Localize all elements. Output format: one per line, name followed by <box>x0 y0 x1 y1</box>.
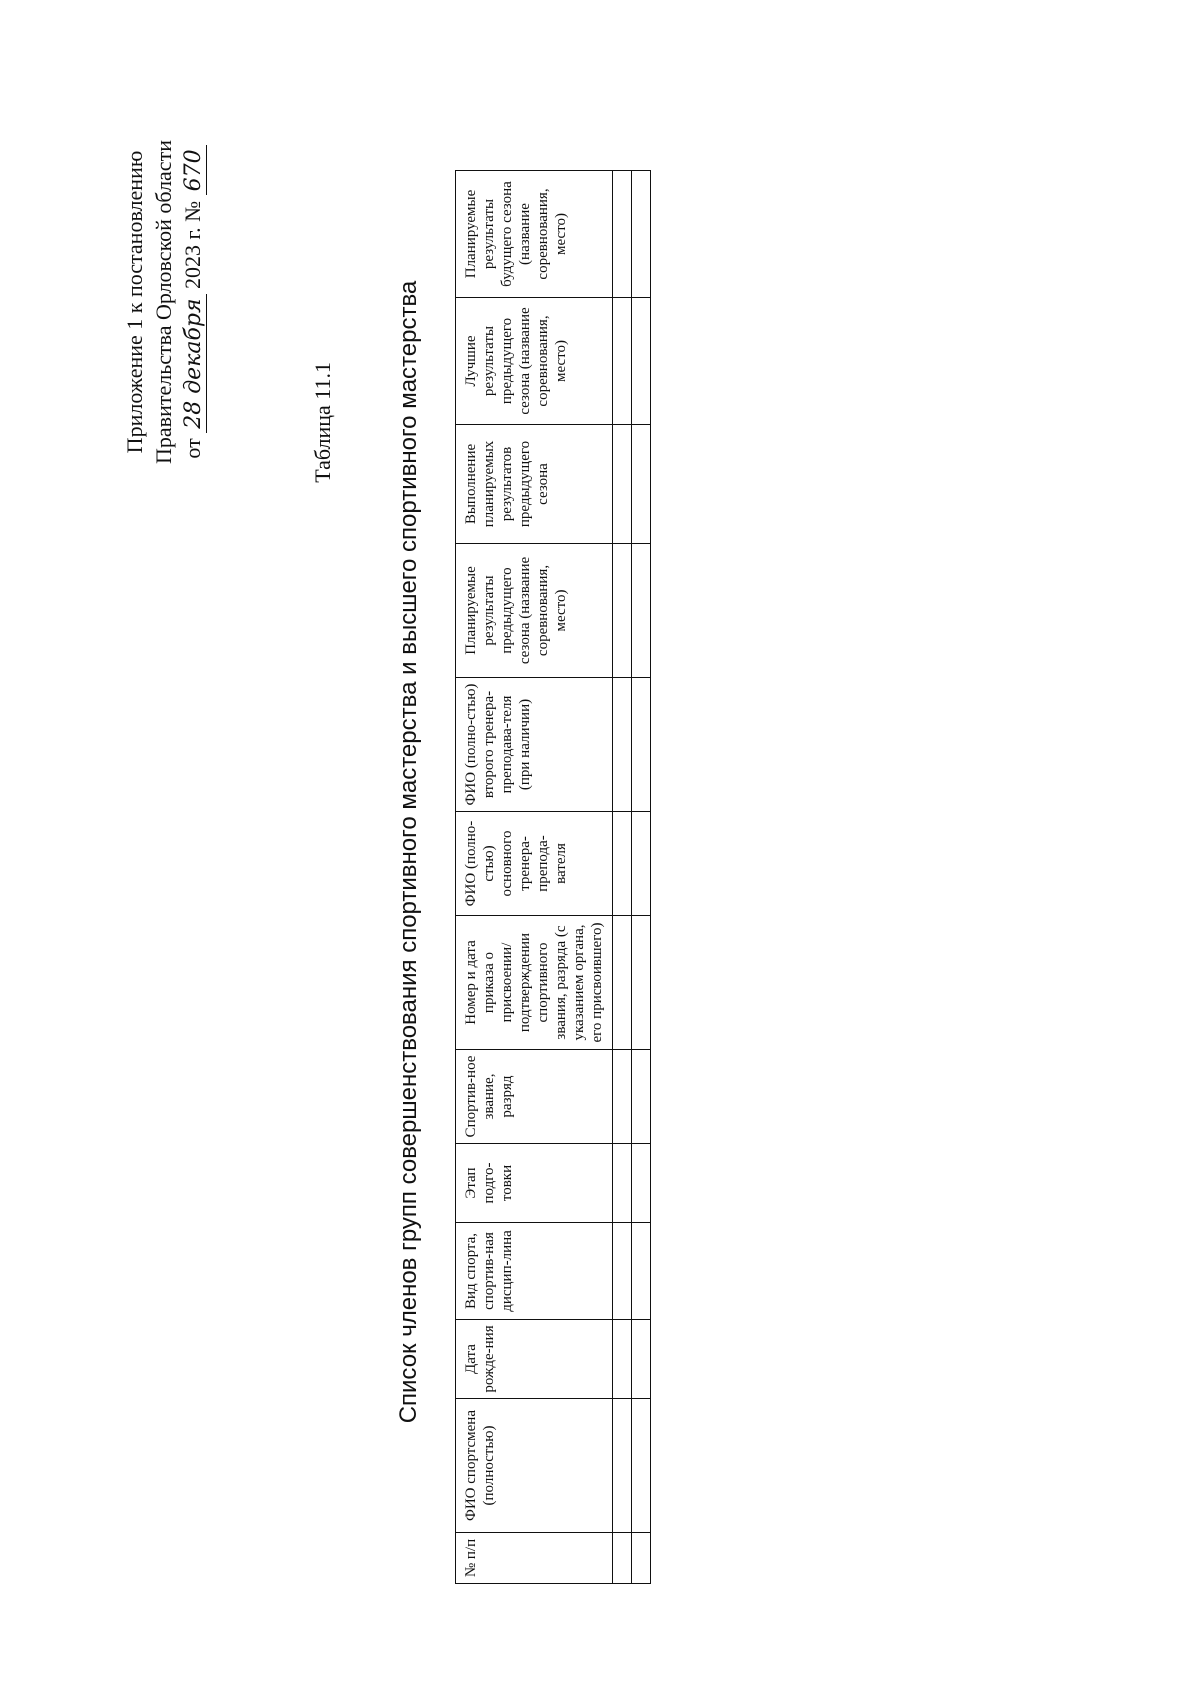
col-header: Вид спорта, спортив-ная дисцип-лина <box>456 1222 613 1319</box>
table-cell <box>613 297 632 424</box>
table-cell <box>632 1222 651 1319</box>
table-cell <box>632 543 651 677</box>
table-cell <box>613 1049 632 1143</box>
col-header: Спортив-ное звание, разряд <box>456 1049 613 1143</box>
col-header: Номер и дата приказа о присвоении/ подтверждении спортивного звания, разряда (с указанием органа, его присвоившего) <box>456 915 613 1049</box>
date-prefix: от <box>180 437 205 459</box>
table-cell <box>632 915 651 1049</box>
col-header: Выполнение планируемых результатов предыдущего сезона <box>456 424 613 543</box>
rotated-page <box>50 32 1150 1672</box>
table-cell <box>613 1143 632 1222</box>
document-title: Список членов групп совершенствования спортивного мастерства и высшего спортивного мастерства <box>395 280 422 1423</box>
table-cell <box>632 1398 651 1532</box>
table-cell <box>632 297 651 424</box>
col-header: ФИО спортсмена (полностью) <box>456 1398 613 1532</box>
table-cell <box>632 424 651 543</box>
table-header-row <box>456 170 613 1583</box>
table-cell <box>613 677 632 811</box>
handwritten-date: 28 декабря <box>181 294 207 432</box>
appendix-line-2: Правительства Орловской области <box>151 139 176 464</box>
appendix-line-1: Приложение 1 к постановлению <box>122 150 147 453</box>
table-cell <box>632 811 651 915</box>
col-header: Планируемые результаты предыдущего сезона (название соревнования, место) <box>456 543 613 677</box>
appendix-header <box>120 32 208 1672</box>
handwritten-number: 670 <box>181 145 207 195</box>
table-cell <box>613 1398 632 1532</box>
col-header: ФИО (полно-стью) второго тренера-преподава-теля (при наличии) <box>456 677 613 811</box>
appendix-line-3 <box>178 72 208 532</box>
col-header: Дата рожде-ния <box>456 1319 613 1398</box>
table-cell <box>613 811 632 915</box>
col-header: Планируемые результаты будущего сезона (название соревнования, место) <box>456 170 613 297</box>
table-cell <box>632 170 651 297</box>
col-header: Лучшие результаты предыдущего сезона (название соревнования, место) <box>456 297 613 424</box>
table-cell <box>613 1319 632 1398</box>
table-cell <box>613 1532 632 1583</box>
table-row <box>632 170 651 1583</box>
table-cell <box>613 424 632 543</box>
table-cell <box>632 677 651 811</box>
col-header: № п/п <box>456 1532 613 1583</box>
table-cell <box>613 170 632 297</box>
table-row <box>613 170 632 1583</box>
table-cell <box>632 1319 651 1398</box>
table-number: Таблица 11.1 <box>310 361 335 483</box>
table-cell <box>632 1532 651 1583</box>
col-header: Этап подго-товки <box>456 1143 613 1222</box>
table-cell <box>632 1049 651 1143</box>
table-cell <box>613 543 632 677</box>
table-cell <box>613 915 632 1049</box>
table-cell <box>613 1222 632 1319</box>
table-cell <box>632 1143 651 1222</box>
athletes-table <box>455 170 651 1584</box>
year-text: 2023 г. № <box>180 200 205 289</box>
col-header: ФИО (полно-стью) основного тренера-препода-вателя <box>456 811 613 915</box>
